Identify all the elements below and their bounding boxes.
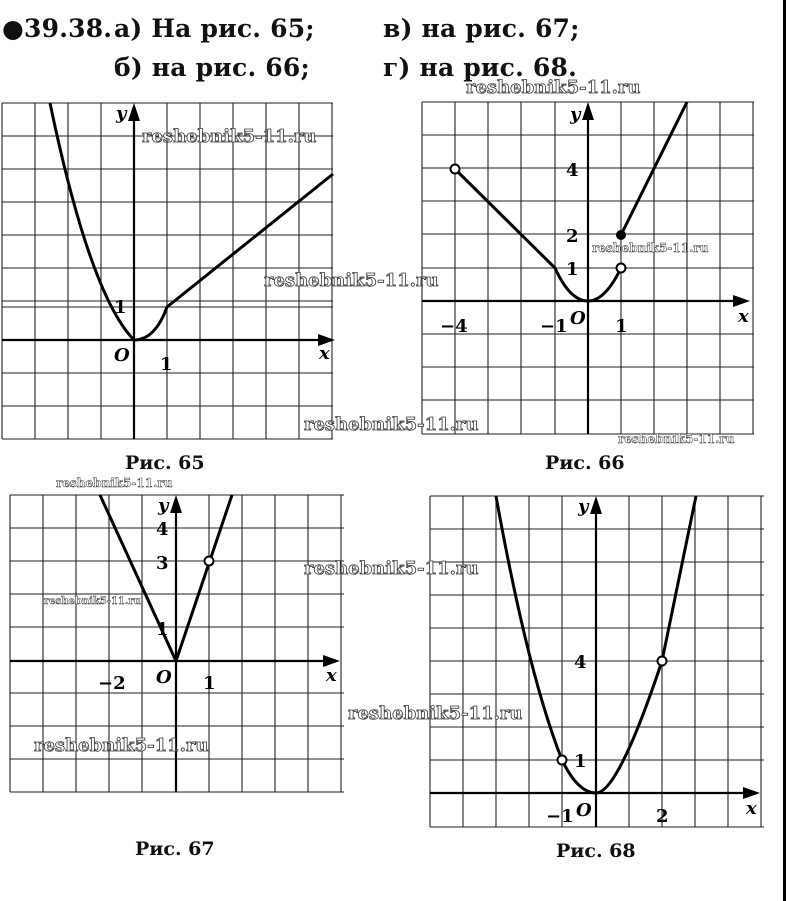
fig67-origin: O — [156, 667, 172, 688]
caption-fig65: Рис. 65 — [125, 452, 205, 474]
fig65-tick-y1: 1 — [114, 297, 127, 318]
figure-66-graph — [420, 102, 760, 447]
fig66-tick-y1: 1 — [566, 259, 579, 280]
fig68-tick-x2: 2 — [656, 806, 669, 827]
watermark: reshebnik5-11.ru — [264, 270, 439, 291]
problem-number-text: 39.38. — [24, 14, 113, 43]
watermark: reshebnik5-11.ru — [34, 735, 209, 756]
fig68-origin: O — [576, 800, 592, 821]
fig68-tick-y4: 4 — [574, 652, 587, 673]
fig65-axis-y: y — [116, 103, 127, 124]
fig67-tick-x1: 1 — [203, 673, 216, 694]
fig67-axis-y: y — [158, 495, 169, 516]
fig67-tick-y1: 1 — [156, 619, 169, 640]
item-g: г) на рис. 68. — [383, 53, 577, 82]
figure-68-graph — [428, 494, 768, 834]
caption-fig67: Рис. 67 — [135, 838, 215, 860]
watermark: reshebnik5-11.ru — [44, 596, 141, 607]
fig68-tick-y1: 1 — [574, 751, 587, 772]
problem-number — [2, 14, 112, 43]
fig66-tick-y4: 4 — [566, 160, 579, 181]
watermark: reshebnik5-11.ru — [618, 432, 735, 446]
watermark: reshebnik5-11.ru — [56, 476, 173, 490]
figure-67-graph — [8, 493, 348, 803]
watermark: reshebnik5-11.ru — [142, 126, 317, 147]
fig67-tick-y3: 3 — [156, 553, 169, 574]
fig67-tick-m2: −2 — [98, 673, 126, 694]
fig66-axis-y: y — [570, 104, 581, 125]
fig65-tick-x1: 1 — [160, 354, 173, 375]
fig66-tick-m1: −1 — [540, 316, 568, 337]
watermark: reshebnik5-11.ru — [592, 241, 709, 255]
fig65-axis-x: x — [319, 343, 330, 364]
bullet-icon: ● — [2, 14, 25, 43]
fig66-tick-y2: 2 — [566, 226, 579, 247]
caption-fig68: Рис. 68 — [556, 840, 636, 862]
watermark: reshebnik5-11.ru — [304, 558, 479, 579]
fig67-tick-y4: 4 — [156, 519, 169, 540]
fig66-origin: O — [570, 308, 586, 329]
watermark: reshebnik5-11.ru — [304, 414, 479, 435]
watermark: reshebnik5-11.ru — [466, 77, 641, 98]
watermark: reshebnik5-11.ru — [348, 703, 523, 724]
fig68-axis-y: y — [578, 496, 589, 517]
fig68-tick-m1: −1 — [546, 806, 574, 827]
fig66-tick-m4: −4 — [440, 316, 468, 337]
fig66-tick-x1: 1 — [615, 316, 628, 337]
fig67-axis-x: x — [326, 665, 337, 686]
fig66-axis-x: x — [738, 306, 749, 327]
caption-fig66: Рис. 66 — [545, 452, 625, 474]
item-b: б) на рис. 66; — [114, 53, 310, 82]
item-v: в) на рис. 67; — [383, 14, 580, 43]
fig68-axis-x: x — [746, 798, 757, 819]
item-a: а) На рис. 65; — [114, 14, 315, 43]
fig65-origin: O — [114, 345, 130, 366]
